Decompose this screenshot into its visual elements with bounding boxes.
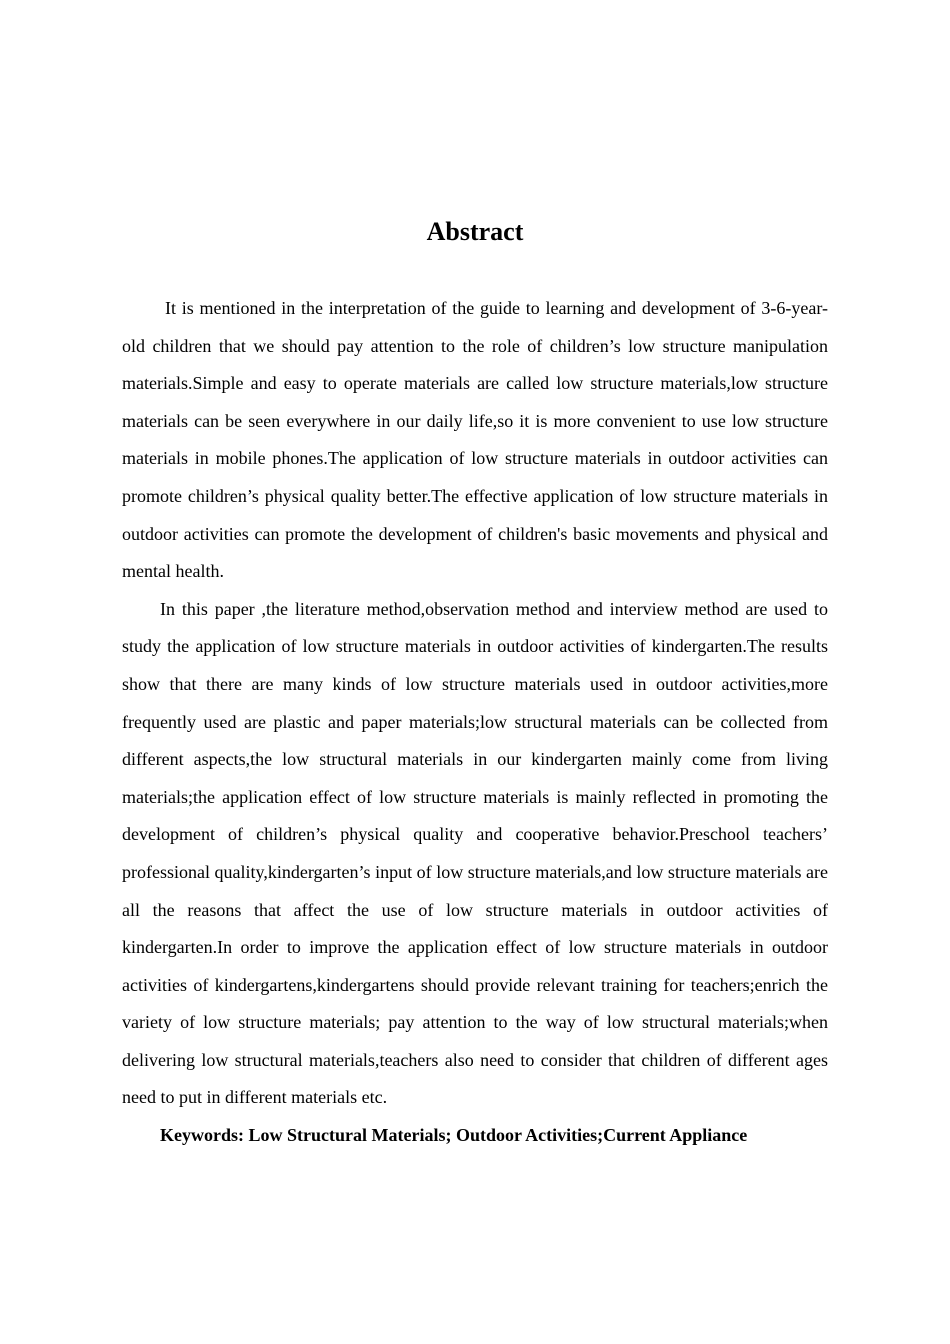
abstract-paragraph-1: It is mentioned in the interpretation of the guide to learning and development of 3-6-year-old children that we should pay attention to the role of children’s low structure manipulation materials.Simple and easy to operate materials are called low structure materials,low structure materials can be seen everywhere in our daily life,so it is more convenient to use low structure materials in mobile phones.The application of low structure materials in outdoor activities can promote children’s physical quality better.The effective application of low structure materials in outdoor activities can promote the development of children's basic movements and physical and mental health. bbox=[122, 298, 828, 582]
abstract-paragraph-2: In this paper ,the literature method,observation method and interview method are used to study the application of low structure materials in outdoor activities of kindergarten.The results show that there are many kinds of low structure materials used in outdoor activities,more frequently used are plastic and paper materials;low structural materials can be collected from different aspects,the low structural materials in our kindergarten mainly come from living materials;the application effect of low structure materials is mainly reflected in promoting the development of children’s physical quality and cooperative behavior.Preschool teachers’ professional quality,kindergarten’s input of low structure materials,and low structure materials are all the reasons that affect the use of low structure materials in outdoor activities of kindergarten.In order to improve the application effect of low structure materials in outdoor activities of kindergartens,kindergartens should provide relevant training for teachers;enrich the variety of low structure materials; pay attention to the way of low structural materials;when delivering low structural materials,teachers also need to consider that children of different ages need to put in different materials etc. bbox=[122, 598, 828, 1108]
abstract-title: Abstract bbox=[426, 217, 524, 246]
keywords-line: Keywords: Low Structural Materials; Outdoor Activities;Current Appliance bbox=[160, 1125, 748, 1146]
abstract-body bbox=[122, 290, 828, 1155]
